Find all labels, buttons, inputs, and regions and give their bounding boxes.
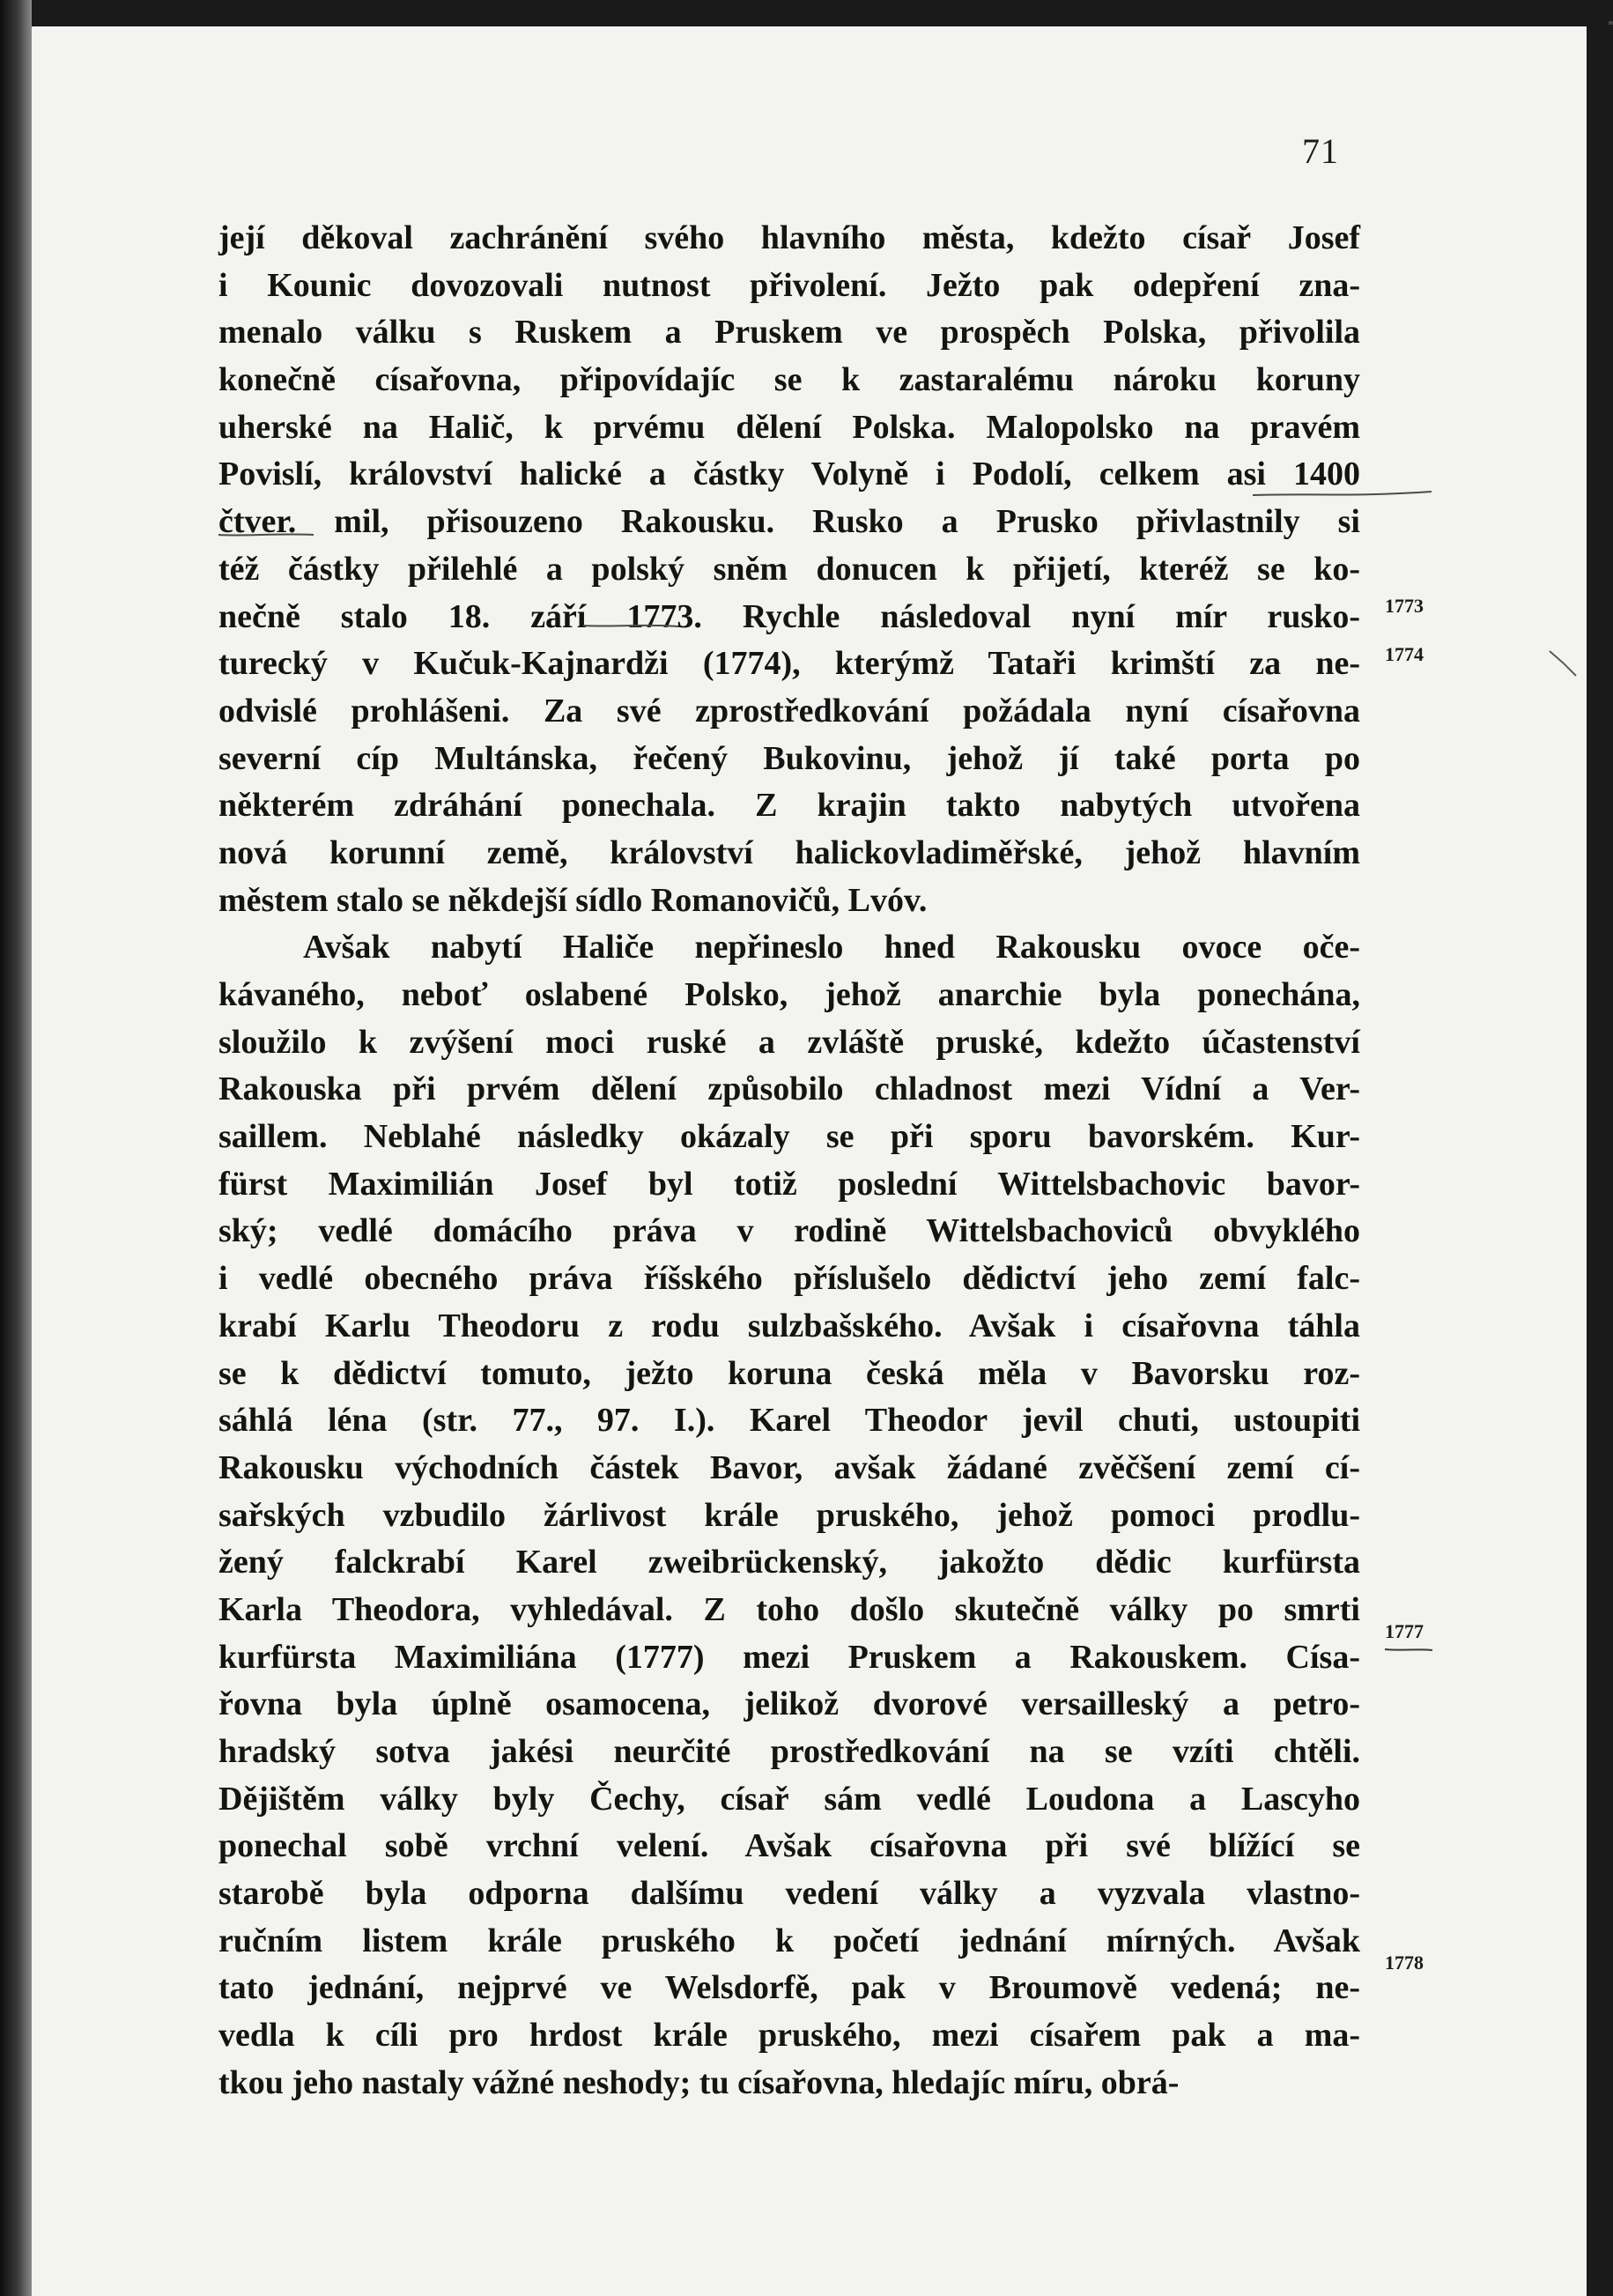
text-line-14: nová korunní země, království halickovladiměřské, jehož hlavním [218, 833, 1360, 871]
margin-year-1778: 1778 [1385, 1952, 1424, 1974]
text-line-2: i Kounic dovozovali nutnost přivolení. Ježto pak odepření zna- [218, 266, 1360, 304]
text-line-17: kávaného, neboť oslabené Polsko, jehož anarchie byla ponechána, [218, 976, 1360, 1013]
text-line-26: sáhlá léna (str. 77., 97. I.). Karel Theodor jevil chuti, ustoupiti [218, 1402, 1360, 1440]
text-line-9: nečně stalo 18. září 1773. Rychle následoval nyní mír rusko- [218, 597, 1360, 635]
text-line-4: konečně císařovna, připovídajíc se k zastaralému nároku koruny [218, 361, 1360, 399]
text-line-31: kurfürsta Maximiliána (1777) mezi Pruskem a Rakouskem. Císa- [218, 1638, 1360, 1676]
margin-year-1773: 1773 [1385, 595, 1424, 617]
text-line-8: též částky přilehlé a polský sněm donucen k přijetí, kteréž se ko- [218, 550, 1360, 588]
text-line-29: žený falckrabí Karel zweibrückenský, jakožto dědic kurfürsta [218, 1544, 1360, 1581]
margin-year-1777: 1777 [1385, 1620, 1424, 1642]
text-line-32: řovna byla úplně osamocena, jelikož dvorové versailleský a petro- [218, 1685, 1360, 1723]
text-line-16: Avšak nabytí Haliče nepřineslo hned Rakousku ovoce oče- [303, 929, 1360, 967]
text-line-28: sařských vzbudilo žárlivost krále pruského, jehož pomoci prodlu- [218, 1496, 1360, 1534]
text-line-25: se k dědictví tomuto, ježto koruna česká měla v Bavorsku roz- [218, 1354, 1360, 1392]
text-line-19: Rakouska při prvém dělení způsobilo chladnost mezi Vídní a Ver- [218, 1070, 1360, 1108]
text-line-23: i vedlé obecného práva říšského příslušelo dědictví jeho zemí falc- [218, 1260, 1360, 1298]
scan-edge-mark [1609, 21, 1613, 25]
text-line-18: sloužilo k zvýšení moci ruské a zvláště pruské, kdežto účastenství [218, 1023, 1360, 1061]
text-line-20: saillem. Neblahé následky okázaly se při sporu bavorském. Kur- [218, 1118, 1360, 1156]
text-line-3: menalo válku s Ruskem a Pruskem ve prospěch Polska, přivolila [218, 314, 1360, 352]
text-line-11: odvislé prohlášeni. Za své zprostředkování požádala nyní císařovna [218, 692, 1360, 730]
margin-year-1774: 1774 [1385, 643, 1424, 665]
text-line-39: vedla k cíli pro hrdost krále pruského, mezi císařem pak a ma- [218, 2017, 1360, 2055]
text-line-21: fürst Maximilián Josef byl totiž poslední Wittelsbachovic bavor- [218, 1165, 1360, 1203]
text-line-40: tkou jeho nastaly vážné neshody; tu císařovna, hledajíc míru, obrá- [218, 2063, 1180, 2101]
body-text [218, 215, 1360, 2107]
text-line-30: Karla Theodora, vyhledával. Z toho došlo skutečně války po smrti [218, 1590, 1360, 1628]
text-line-15: městem stalo se někdejší sídlo Romanovičů, Lvóv. [218, 881, 928, 919]
text-line-34: Dějištěm války byly Čechy, císař sám vedlé Loudona a Lascyho [218, 1780, 1360, 1818]
text-line-1: její děkoval zachránění svého hlavního města, kdežto císař Josef [218, 219, 1360, 256]
text-line-27: Rakousku východních částek Bavor, avšak žádané zvěčšení zemí cí- [218, 1448, 1360, 1486]
text-line-22: ský; vedlé domácího práva v rodině Wittelsbachoviců obvyklého [218, 1212, 1360, 1250]
page-number: 71 [1302, 131, 1339, 171]
scan-binding-edge [0, 0, 32, 2296]
text-line-33: hradský sotva jakési neurčité prostředkování na se vzíti chtěli. [218, 1733, 1360, 1770]
text-line-5: uherské na Halič, k prvému dělení Polska. Malopolsko na pravém [218, 408, 1360, 446]
text-line-6: Povislí, království halické a částky Volyně i Podolí, celkem asi 1400 [218, 455, 1360, 493]
text-line-24: krabí Karlu Theodoru z rodu sulzbašského. Avšak i císařovna táhla [218, 1307, 1360, 1344]
text-line-37: ručním listem krále pruského k početí jednání mírných. Avšak [218, 1922, 1360, 1959]
text-line-38: tato jednání, nejprvé ve Welsdorfě, pak v Broumově vedená; ne- [218, 1969, 1360, 2007]
text-line-13: některém zdráhání ponechala. Z krajin takto nabytých utvořena [218, 787, 1360, 825]
text-line-7: čtver. mil, přisouzeno Rakousku. Rusko a Prusko přivlastnily si [218, 503, 1360, 541]
margin-notes [1385, 0, 1447, 2296]
text-line-36: starobě byla odporna dalšímu vedení války a vyzvala vlastno- [218, 1875, 1360, 1913]
text-line-35: ponechal sobě vrchní velení. Avšak císařovna při své blížící se [218, 1827, 1360, 1865]
text-line-10: turecký v Kučuk-Kajnardži (1774), kterýmž Tataři krimští za ne- [218, 645, 1360, 683]
text-line-12: severní cíp Multánska, řečený Bukovinu, jehož jí také porta po [218, 739, 1360, 777]
